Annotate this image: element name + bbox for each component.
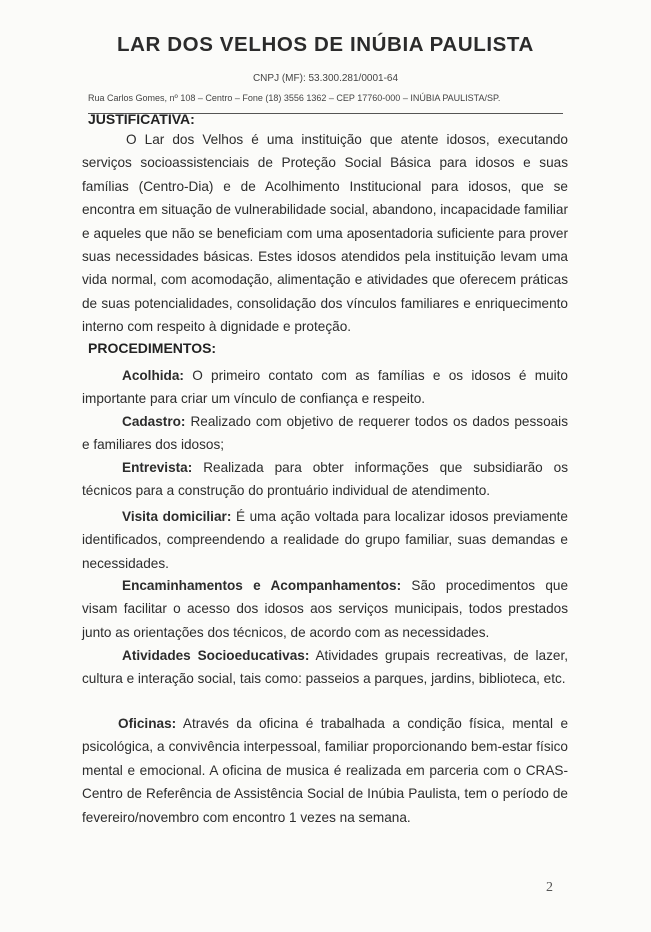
procedure-text: São procedimentos que visam facilitar o acesso dos idosos aos serviços municipais, todos prestados junto as orientações dos técnicos, de acordo com as necessidades. (82, 578, 568, 640)
procedure-text: Atividades grupais recreativas, de lazer, cultura e interação social, tais como: passeios a parques, jardins, biblioteca, etc. (82, 648, 568, 687)
procedure-item-atividades-socioeducativas (82, 644, 568, 691)
procedure-item-cadastro (82, 410, 568, 457)
procedure-label: Oficinas: (118, 716, 177, 731)
procedure-label: Visita domiciliar: (122, 509, 232, 524)
procedure-item-oficinas (82, 712, 568, 829)
procedimentos-heading: PROCEDIMENTOS: (88, 340, 217, 356)
procedure-label: Cadastro: (122, 414, 186, 429)
procedure-text: O primeiro contato com as famílias e os idosos é muito importante para criar um vínculo de confiança e respeito. (82, 368, 568, 407)
justificativa-heading: JUSTIFICATIVA: (88, 111, 195, 127)
procedure-text: É uma ação voltada para localizar idosos previamente identificados, compreendendo a realidade do grupo familiar, suas demandas e necessidades. (82, 509, 568, 571)
page-number: 2 (546, 880, 553, 895)
procedure-label: Encaminhamentos e Acompanhamentos: (122, 578, 402, 593)
procedure-item-acolhida (82, 364, 568, 411)
procedure-label: Atividades Socioeducativas: (122, 648, 310, 663)
page-title: LAR DOS VELHOS DE INÚBIA PAULISTA (117, 33, 534, 56)
procedure-item-encaminhamentos (82, 574, 568, 644)
justificativa-paragraph: O Lar dos Velhos é uma instituição que atente idosos, executando serviços socioassistenciais de Proteção Social Básica para idosos e suas famílias (Centro-Dia) e de Acolhimento Institucional para idosos, que se encontra em situação de vulnerabilidade social, abandono, incapacidade familiar e aqueles que não se beneficiam com uma aposentadoria suficiente para prover suas necessidades básicas. Estes idosos atendidos pela instituição levam uma vida normal, com acomodação, alimentação e atividades que oferecem práticas de suas potencialidades, consolidação dos vínculos familiares e enriquecimento interno com respeito à dignidade e proteção. (82, 132, 568, 335)
cnpj-line: CNPJ (MF): 53.300.281/0001-64 (252, 73, 399, 84)
procedure-text: Realizada para obter informações que subsidiarão os técnicos para a construção do prontuário individual de atendimento. (82, 460, 568, 499)
procedure-text: Realizado com objetivo de requerer todos os dados pessoais e familiares dos idosos; (82, 414, 569, 453)
procedure-label: Acolhida: (122, 368, 184, 383)
address-line: Rua Carlos Gomes, nº 108 – Centro – Fone (18) 3556 1362 – CEP 17760-000 – INÚBIA PAULISTA/SP. (88, 93, 501, 103)
procedure-item-entrevista (82, 456, 568, 503)
procedure-label: Entrevista: (122, 460, 193, 475)
procedure-text: Através da oficina é trabalhada a condição física, mental e psicológica, a convivência interpessoal, familiar proporcionando bem-estar físico mental e emocional. A oficina de musica é realizada em parceria com o CRAS-Centro de Referência de Assistência Social de Inúbia Paulista, tem o período de fevereiro/novembro com encontro 1 vezes na semana. (82, 716, 569, 825)
procedure-item-visita-domiciliar (82, 505, 568, 575)
